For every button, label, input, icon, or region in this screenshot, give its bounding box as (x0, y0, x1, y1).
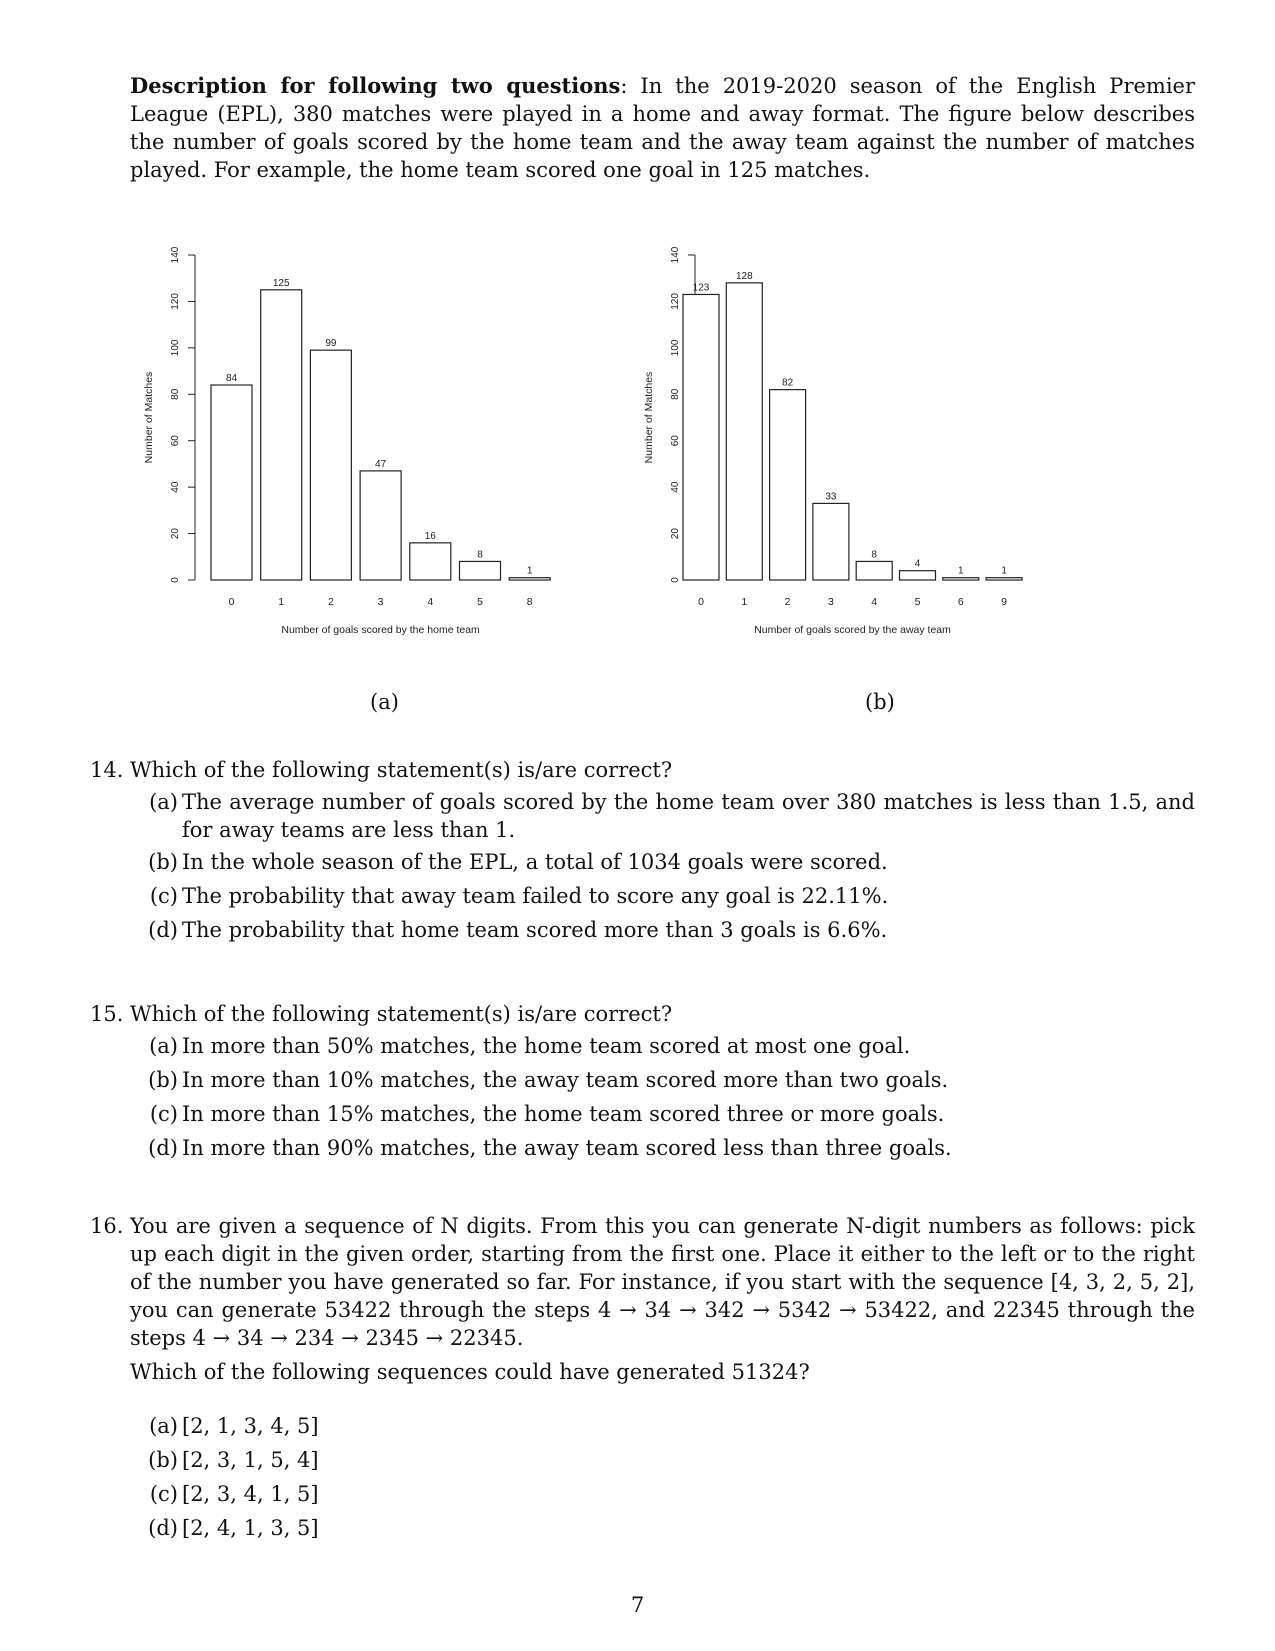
bar-value-label: 8 (477, 549, 483, 561)
bar (211, 385, 252, 580)
y-tick-label: 60 (170, 435, 181, 447)
option-text: In more than 50% matches, the home team scored at most one goal. (182, 1034, 911, 1058)
bar (310, 350, 351, 580)
bar-value-label: 123 (692, 282, 710, 294)
option-label: (b) (148, 1448, 178, 1472)
question-prompt: Which of the following sequences could have generated 51324? (130, 1360, 810, 1384)
bar (943, 578, 979, 580)
bar (460, 561, 501, 580)
bar-value-label: 99 (325, 338, 337, 350)
bar (770, 390, 806, 580)
option-text: [2, 1, 3, 4, 5] (182, 1414, 319, 1438)
bar-value-label: 125 (272, 277, 290, 289)
option-text: The probability that home team scored more than 3 goals is 6.6%. (182, 918, 888, 942)
description-lead: Description for following two questions (130, 73, 621, 98)
x-tick-label: 8 (526, 596, 533, 608)
x-tick-label: 2 (784, 596, 791, 608)
question-text: Which of the following statement(s) is/are correct? (130, 758, 673, 782)
bar (509, 578, 550, 580)
y-tick-label: 20 (670, 528, 681, 540)
y-tick-label: 100 (170, 339, 181, 357)
option-text: In the whole season of the EPL, a total of 1034 goals were scored. (182, 850, 888, 874)
y-tick-label: 0 (670, 577, 681, 583)
option-text: [2, 4, 1, 3, 5] (182, 1516, 319, 1540)
bar-value-label: 1 (1001, 565, 1007, 577)
y-tick-label: 120 (170, 293, 181, 310)
option-text: The average number of goals scored by the home team over 380 matches is less than 1.5, and for away teams are less than 1. (182, 790, 1195, 842)
x-axis-title: Number of goals scored by the away team (754, 624, 951, 636)
option-text: The probability that away team failed to score any goal is 22.11%. (182, 884, 889, 908)
x-tick-label: 2 (327, 596, 334, 608)
x-tick-label: 4 (427, 596, 434, 608)
y-tick-label: 140 (670, 246, 681, 264)
home-goals-chart-svg (140, 240, 590, 670)
x-tick-label: 0 (228, 596, 235, 608)
bar-value-label: 84 (225, 373, 238, 384)
option-label: (a) (149, 1414, 178, 1438)
bar-value-label: 1 (526, 565, 533, 577)
y-axis-title: Number of Matches (643, 371, 655, 464)
option-label: (b) (148, 850, 178, 874)
option-label: (a) (149, 790, 178, 814)
chart-a-caption: (a) (370, 690, 399, 714)
description-text: : In the 2019-2020 season of the English Premier League (EPL), 380 matches were played in a home and away format. The figure below describes the number of goals scored by the home team and the away team against the number of matches played. For example, the home team scored one goal in 125 matches. (130, 74, 1196, 182)
x-tick-label: 1 (741, 596, 748, 608)
option-label: (c) (149, 884, 178, 908)
y-tick-label: 80 (170, 388, 181, 400)
bar-value-label: 82 (782, 377, 794, 389)
x-tick-label: 6 (957, 596, 964, 608)
option-text: [2, 3, 1, 5, 4] (182, 1448, 319, 1472)
home-goals-chart (140, 240, 590, 670)
question-number: 16. (90, 1214, 124, 1238)
bar-value-label: 16 (424, 530, 436, 542)
question-text: Which of the following statement(s) is/are correct? (130, 1002, 673, 1026)
x-axis-title: Number of goals scored by the home team (281, 624, 480, 636)
y-tick-label: 140 (170, 246, 181, 264)
x-tick-label: 9 (1001, 596, 1008, 608)
description-paragraph (130, 72, 1195, 184)
x-tick-label: 3 (827, 596, 834, 608)
bar (261, 290, 302, 580)
option-label: (c) (149, 1102, 178, 1126)
bar-value-label: 33 (825, 491, 837, 503)
bar (726, 283, 762, 580)
y-tick-label: 0 (170, 577, 181, 583)
x-tick-label: 4 (871, 596, 878, 608)
x-tick-label: 3 (377, 596, 384, 608)
page-number: 7 (630, 1593, 645, 1617)
bar-value-label: 8 (871, 549, 877, 561)
bar (856, 561, 892, 580)
option-label: (d) (148, 1516, 178, 1540)
option-label: (b) (148, 1068, 178, 1092)
y-tick-label: 40 (670, 481, 681, 493)
option-label: (d) (148, 918, 178, 942)
y-tick-label: 60 (670, 435, 681, 447)
option-label: (d) (148, 1136, 178, 1160)
bar-value-label: 1 (958, 565, 964, 577)
option-text: In more than 15% matches, the home team scored three or more goals. (182, 1102, 945, 1126)
option-label: (c) (149, 1482, 178, 1506)
y-axis-title: Number of Matches (143, 371, 155, 464)
option-label: (a) (149, 1034, 178, 1058)
chart-b-caption: (b) (865, 690, 895, 714)
away-goals-chart-svg (640, 240, 1090, 670)
question-text: You are given a sequence of N digits. From this you can generate N-digit numbers as follows: pick up each digit in the given order, starting from the first one. Place it either to the left or to the right of the number you have generated so far. For instance, if you start with the sequence [4, 3, 2, 5, 2], you can generate 53422 through the steps 4 → 34 → 342 → 5342 → 53422, and 22345 through the steps 4 → 34 → 234 → 2345 → 22345. (130, 1214, 1195, 1350)
option-text: [2, 3, 4, 1, 5] (182, 1482, 319, 1506)
bar-value-label: 128 (735, 270, 753, 282)
option-text: In more than 10% matches, the away team scored more than two goals. (182, 1068, 949, 1092)
away-goals-chart (640, 240, 1090, 670)
y-tick-label: 120 (670, 293, 681, 310)
bar (683, 294, 719, 580)
bar (410, 543, 451, 580)
bar-value-label: 47 (375, 458, 387, 470)
question-number: 14. (90, 758, 124, 782)
question-number: 15. (90, 1002, 124, 1026)
option-text: In more than 90% matches, the away team scored less than three goals. (182, 1136, 952, 1160)
x-tick-label: 0 (698, 596, 704, 608)
bar (360, 471, 401, 580)
bar (986, 578, 1022, 580)
bar-value-label: 4 (914, 558, 921, 570)
y-tick-label: 20 (170, 528, 181, 540)
x-tick-label: 1 (278, 596, 285, 608)
x-tick-label: 5 (477, 596, 483, 608)
x-tick-label: 5 (914, 596, 921, 608)
y-tick-label: 40 (170, 481, 181, 493)
bar (900, 571, 936, 580)
y-tick-label: 80 (670, 388, 681, 400)
y-tick-label: 100 (670, 339, 681, 357)
bar (813, 503, 849, 580)
